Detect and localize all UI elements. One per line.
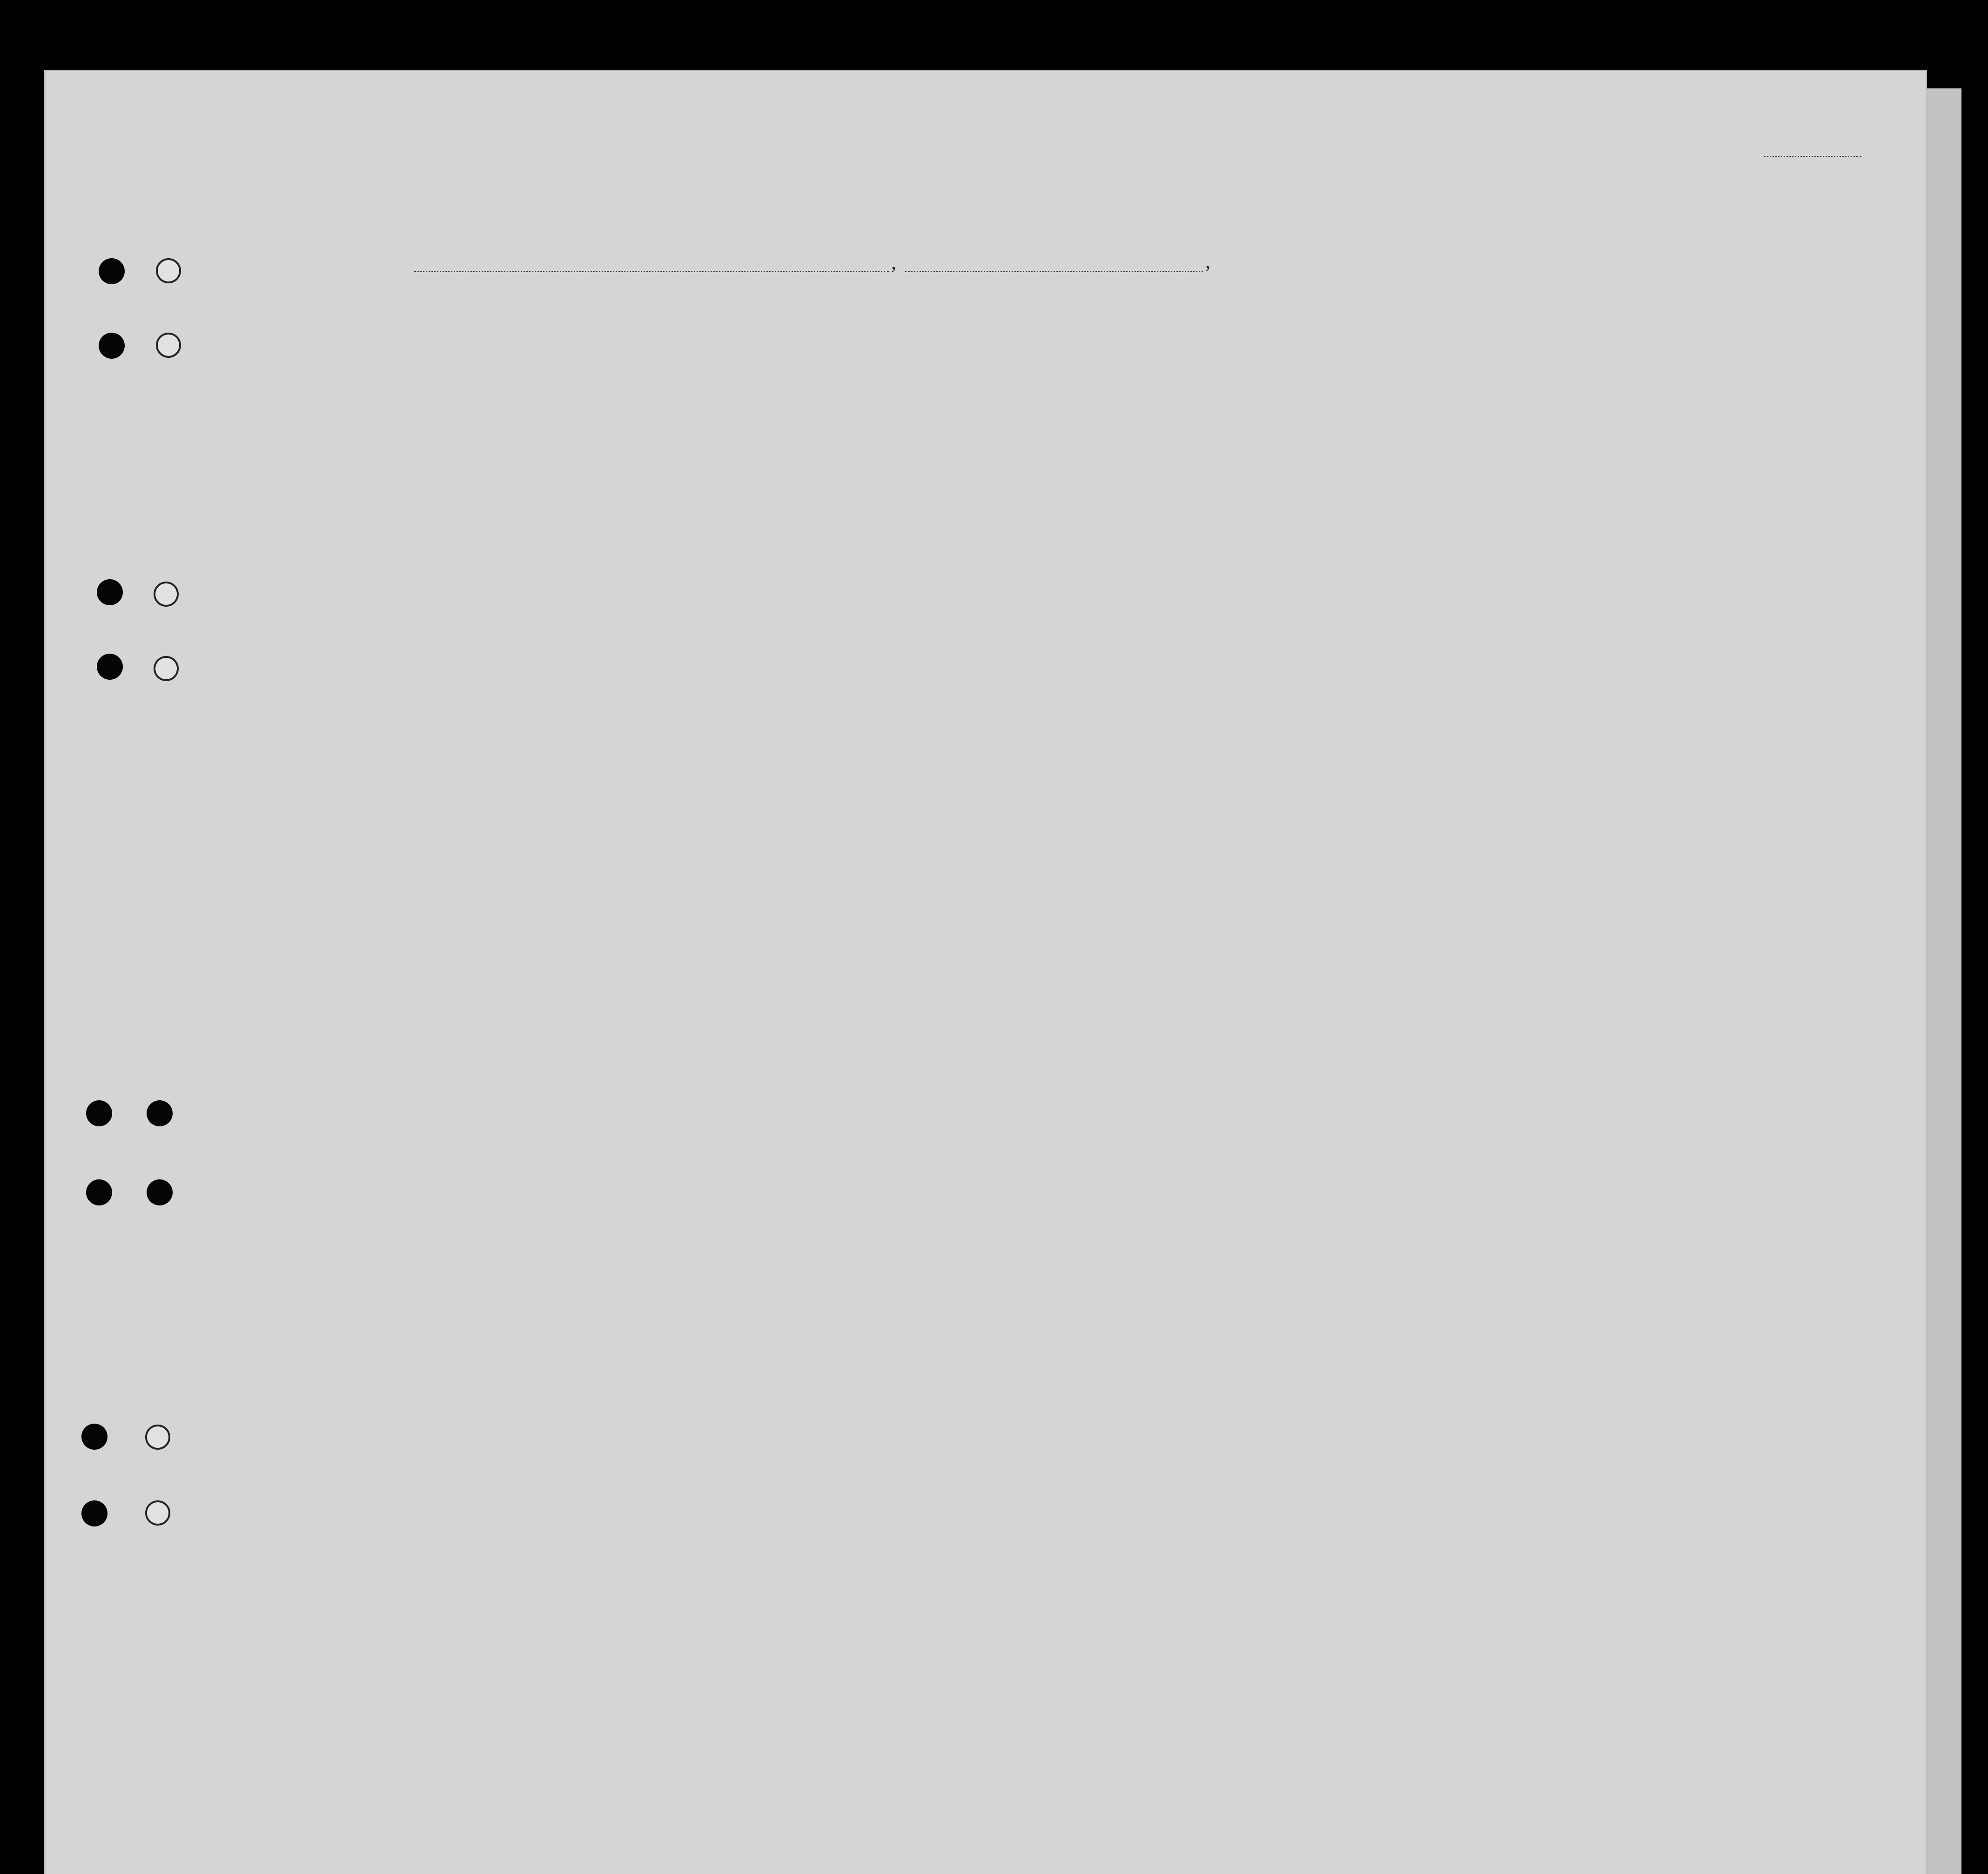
punch-hole-icon	[154, 582, 179, 607]
punch-hole-icon	[81, 1500, 107, 1526]
punch-hole-icon	[147, 1100, 173, 1126]
punch-hole-icon	[97, 654, 123, 680]
punch-hole-icon	[156, 258, 181, 283]
punch-hole-icon	[86, 1179, 112, 1205]
punch-hole-icon	[145, 1500, 170, 1526]
punch-hole-icon	[99, 258, 125, 284]
punch-hole-icon	[156, 333, 181, 358]
date-underline	[905, 271, 1203, 272]
list-underline	[1764, 156, 1861, 157]
punch-hole-icon	[81, 1424, 107, 1450]
port-underline	[414, 271, 889, 272]
comma: ,	[891, 251, 896, 274]
punch-hole-icon	[97, 579, 123, 605]
punch-hole-icon	[154, 656, 179, 681]
punch-hole-icon	[99, 333, 125, 359]
punch-hole-icon	[86, 1100, 112, 1126]
comma: ,	[1205, 250, 1210, 273]
punch-hole-icon	[145, 1425, 170, 1450]
punch-hole-icon	[147, 1179, 173, 1205]
